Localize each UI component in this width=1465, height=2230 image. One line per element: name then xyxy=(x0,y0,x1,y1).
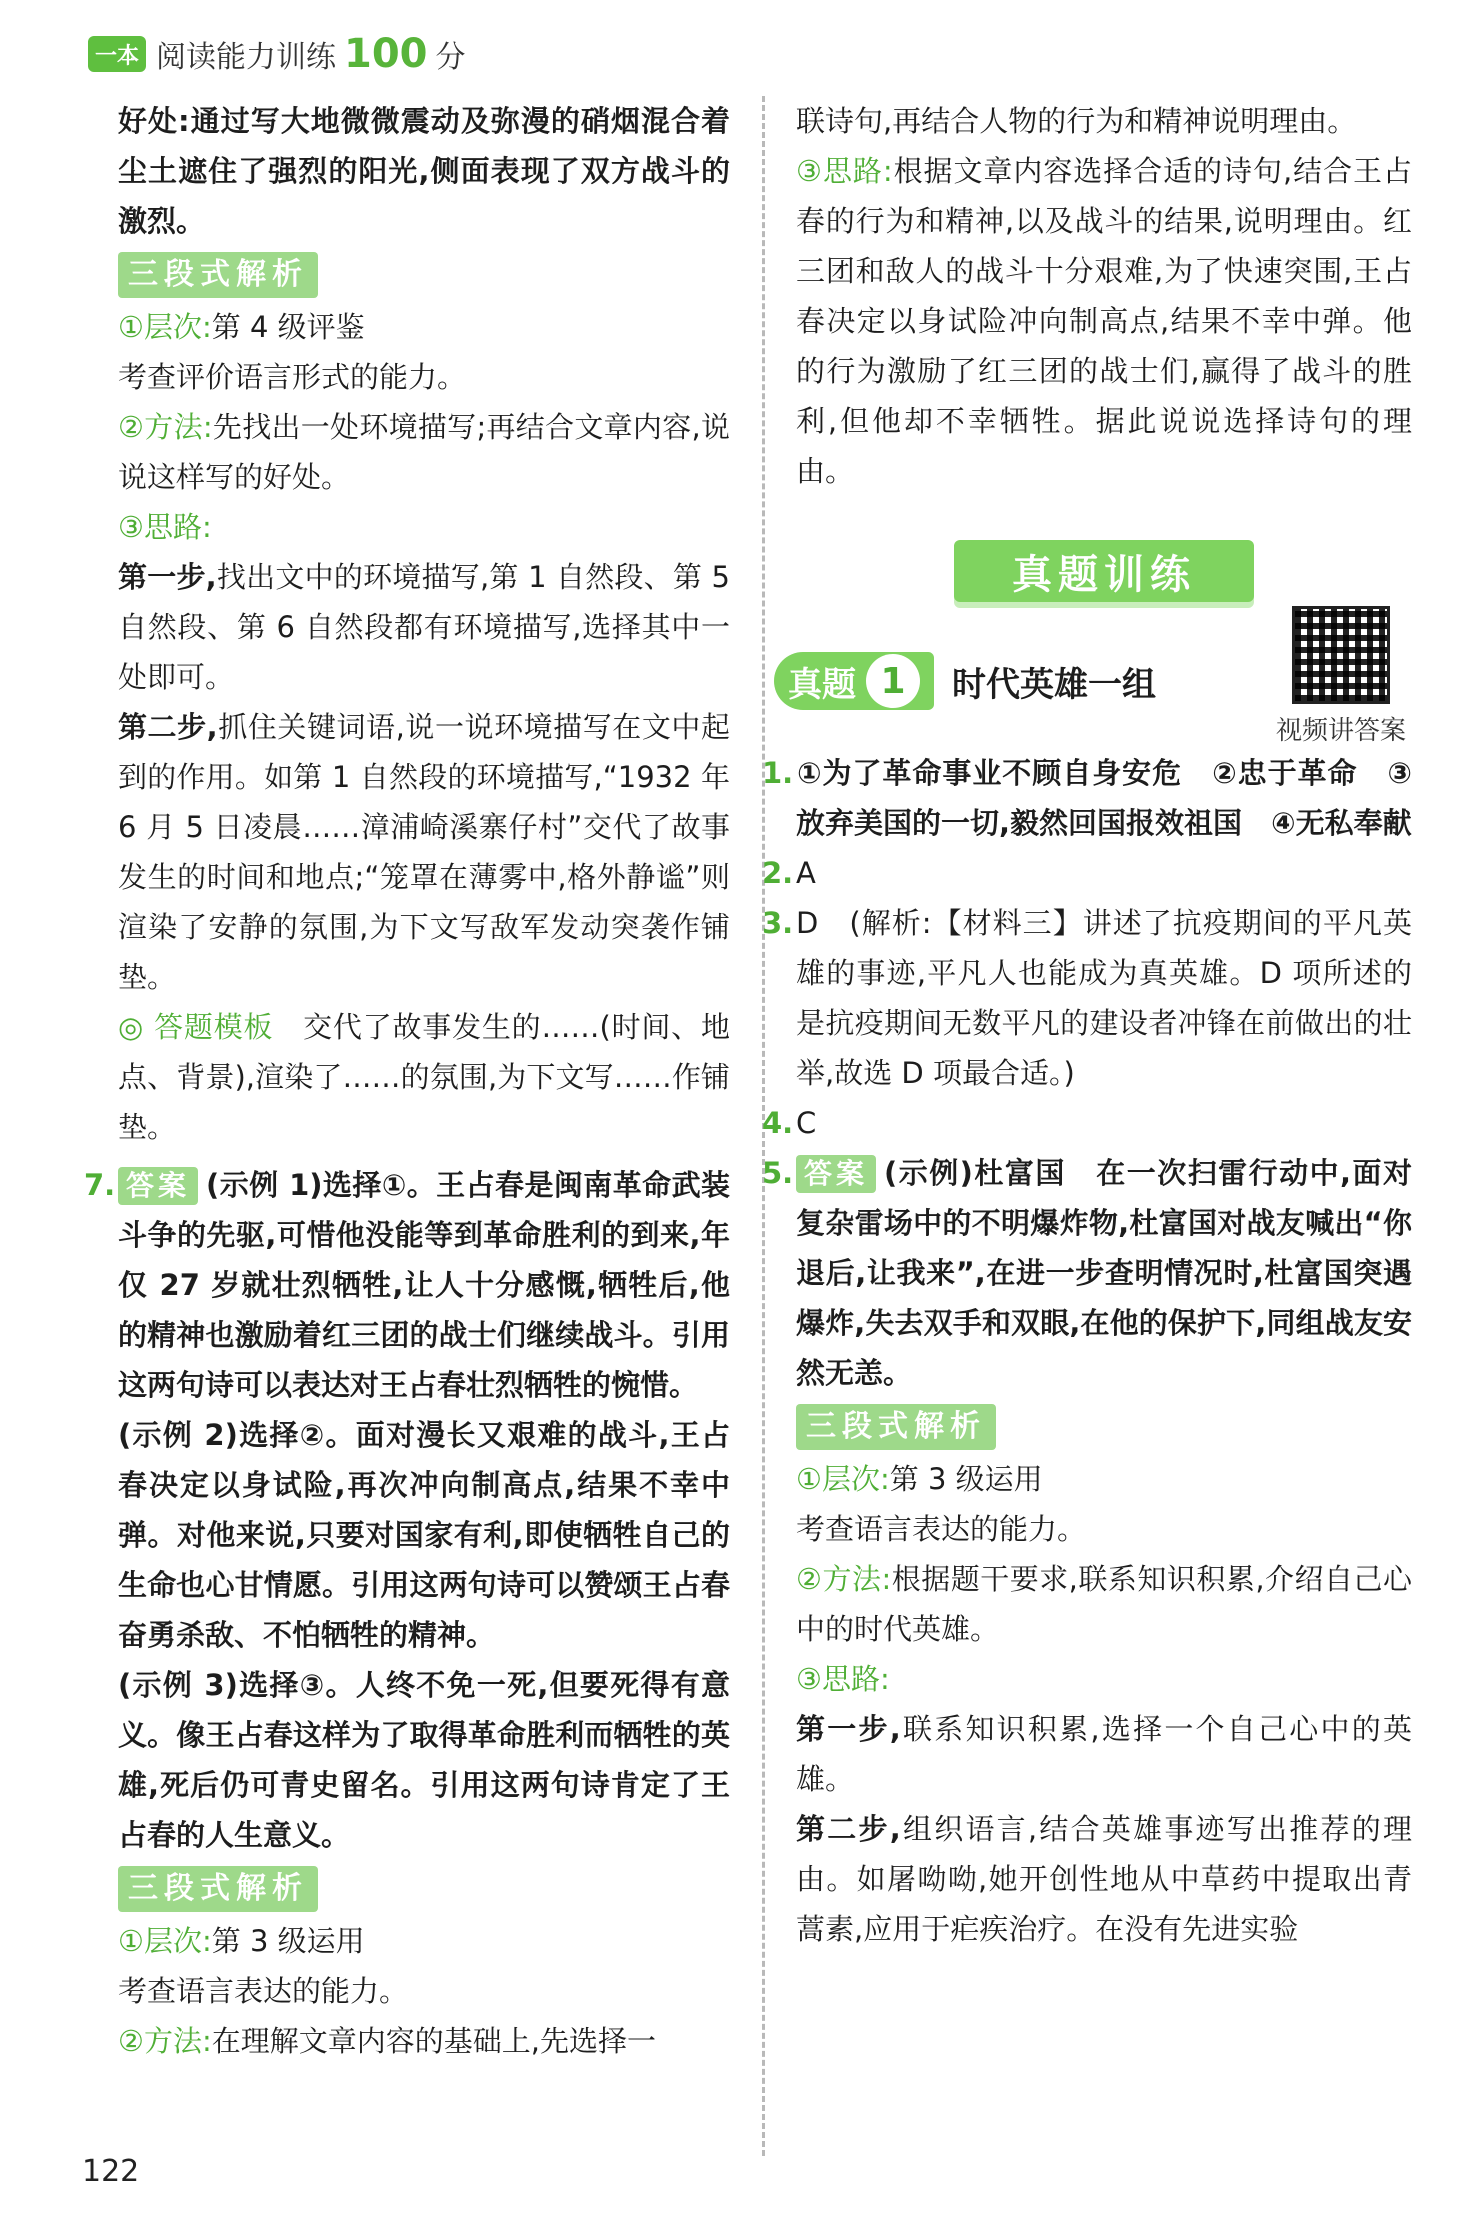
level-description: 考查评价语言形式的能力。 xyxy=(118,360,467,394)
level-label: ①层次: xyxy=(118,1924,212,1958)
method-label: ②方法: xyxy=(118,410,213,444)
level-value: 第 4 级评鉴 xyxy=(211,310,365,344)
step1-label: 第一步, xyxy=(118,560,217,594)
method-label: ②方法: xyxy=(118,2024,212,2058)
analysis-badge: 三段式解析 xyxy=(796,1404,996,1450)
exam-number: 1 xyxy=(866,654,920,708)
analysis-badge: 三段式解析 xyxy=(118,1866,318,1912)
answer-q3 xyxy=(762,898,1412,1098)
exam-title: 时代英雄一组 xyxy=(952,664,1156,705)
question-number: 4. xyxy=(762,1106,794,1140)
level-label: ①层次: xyxy=(796,1462,890,1496)
qr-caption: 视频讲答案 xyxy=(1276,716,1407,746)
section-banner: 真题训练 xyxy=(954,540,1254,602)
answer-q1 xyxy=(762,748,1412,848)
template-text: 交代了故事发生的……(时间、地点、背景),渲染了……的氛围,为下文写……作铺垫。 xyxy=(118,1010,730,1144)
answer-q5-text: (示例)杜富国 在一次扫雷行动中,面对复杂雷场中的不明爆炸物,杜富国对战友喊出“你退后,让我来”,在进一步查明情况时,杜富国突遇爆炸,失去双手和双眼,在他的保护下,同组战友安然无恙。 xyxy=(796,1156,1412,1390)
page-header xyxy=(88,28,466,80)
answer-q2 xyxy=(762,848,1412,898)
step1-text: 联系知识积累,选择一个自己心中的英雄。 xyxy=(796,1712,1412,1796)
analysis-badge: 三段式解析 xyxy=(118,252,318,298)
step2-text: 抓住关键词语,说一说环境描写在文中起到的作用。如第 1 自然段的环境描写,“1932 年 6 月 5 日凌晨……漳浦崎溪寨仔村”交代了故事发生的时间和地点;“笼罩在薄雾中,格外静谧”则渲染了安静的氛围,为下文写敌军发动突袭作铺垫。 xyxy=(118,710,730,994)
answer-q5 xyxy=(762,1148,1412,1398)
q7-example-3: (示例 3)选择③。人终不免一死,但要死得有意义。像王占春这样为了取得革命胜利而牺牲的英雄,死后仍可青史留名。引用这两句诗肯定了王占春的人生意义。 xyxy=(118,1668,730,1852)
answer-q2-text: A xyxy=(796,856,816,890)
q7-example-1: (示例 1)选择①。王占春是闽南革命武装斗争的先驱,可惜他没能等到革命胜利的到来,年仅 27 岁就壮烈牺牲,让人十分感慨,牺牲后,他的精神也激励着红三团的战士们继续战斗。引用这两句诗可以表达对王占春壮烈牺牲的惋惜。 xyxy=(118,1168,730,1402)
level-label: ①层次: xyxy=(118,310,212,344)
step1-text: 找出文中的环境描写,第 1 自然段、第 5 自然段、第 6 自然段都有环境描写,选择其中一处即可。 xyxy=(118,560,730,694)
continued-text: 联诗句,再结合人物的行为和精神说明理由。 xyxy=(796,104,1357,138)
step1-label: 第一步, xyxy=(796,1712,901,1746)
level-value: 第 3 级运用 xyxy=(889,1462,1043,1496)
idea-label: ③思路: xyxy=(118,510,212,544)
step2-text: 组织语言,结合英雄事迹写出推荐的理由。如屠呦呦,她开创性地从中草药中提取出青蒿素,应用于疟疾治疗。在没有先进实验 xyxy=(796,1812,1412,1946)
answer-q4 xyxy=(762,1098,1412,1148)
method-text: 根据题干要求,联系知识积累,介绍自己心中的时代英雄。 xyxy=(796,1562,1412,1646)
template-label: ◎ 答题模板 xyxy=(118,1010,274,1044)
exam-question-header xyxy=(788,626,1412,746)
level-description: 考查语言表达的能力。 xyxy=(796,1512,1087,1546)
book-score: 100 xyxy=(344,31,428,77)
q7-answer xyxy=(84,1160,730,1410)
question-number: 3. xyxy=(762,906,794,940)
answer-badge: 答案 xyxy=(118,1167,198,1205)
idea-label: ③思路: xyxy=(796,1662,890,1696)
book-title: 阅读能力训练 xyxy=(156,40,336,75)
right-column xyxy=(762,96,1412,1954)
method-text: 在理解文章内容的基础上,先选择一 xyxy=(211,2024,657,2058)
method-text: 先找出一处环境描写;再结合文章内容,说说这样写的好处。 xyxy=(118,410,730,494)
book-score-unit: 分 xyxy=(435,40,466,75)
qr-code-block[interactable] xyxy=(1276,606,1406,747)
answer-q3-text: D (解析:【材料三】讲述了抗疫期间的平凡英雄的事迹,平凡人也能成为真英雄。D 项所述的是抗疫期间无数平凡的建设者冲锋在前做出的壮举,故选 D 项最合适。) xyxy=(796,906,1412,1090)
answer-q1-text: ①为了革命事业不顾自身安危 ②忠于革命 ③放弃美国的一切,毅然回国报效祖国 ④无私奉献 xyxy=(796,756,1412,840)
exam-label: 真题 xyxy=(788,664,856,705)
brand-logo: 一本 xyxy=(88,36,146,72)
q7-example-2: (示例 2)选择②。面对漫长又艰难的战斗,王占春决定以身试险,再次冲向制高点,结果不幸中弹。对他来说,只要对国家有利,即使牺牲自己的生命也心甘情愿。引用这两句诗可以赞颂王占春奋勇杀敌、不怕牺牲的精神。 xyxy=(118,1418,730,1652)
step2-label: 第二步, xyxy=(118,710,218,744)
level-description: 考查语言表达的能力。 xyxy=(118,1974,409,2008)
question-number: 2. xyxy=(762,856,794,890)
question-number: 5. xyxy=(762,1156,794,1190)
benefit-paragraph: 好处:通过写大地微微震动及弥漫的硝烟混合着尘土遮住了强烈的阳光,侧面表现了双方战斗的激烈。 xyxy=(118,104,730,238)
idea-text: 根据文章内容选择合适的诗句,结合王占春的行为和精神,以及战斗的结果,说明理由。红三团和敌人的战斗十分艰难,为了快速突围,王占春决定以身试险冲向制高点,结果不幸中弹。他的行为激励了红三团的战士们,赢得了战斗的胜利,但他却不幸牺牲。据此说说选择诗句的理由。 xyxy=(796,154,1412,488)
answer-badge: 答案 xyxy=(796,1155,876,1193)
step2-label: 第二步, xyxy=(796,1812,901,1846)
answer-q4-text: C xyxy=(796,1106,817,1140)
qr-code-icon[interactable] xyxy=(1292,606,1390,704)
idea-label: ③思路: xyxy=(796,154,893,188)
level-value: 第 3 级运用 xyxy=(211,1924,365,1958)
question-number: 1. xyxy=(762,756,794,790)
exam-badge xyxy=(774,652,934,710)
method-label: ②方法: xyxy=(796,1562,892,1596)
question-number: 7. xyxy=(84,1168,116,1202)
left-column xyxy=(84,96,730,2066)
page-number: 122 xyxy=(82,2154,140,2189)
